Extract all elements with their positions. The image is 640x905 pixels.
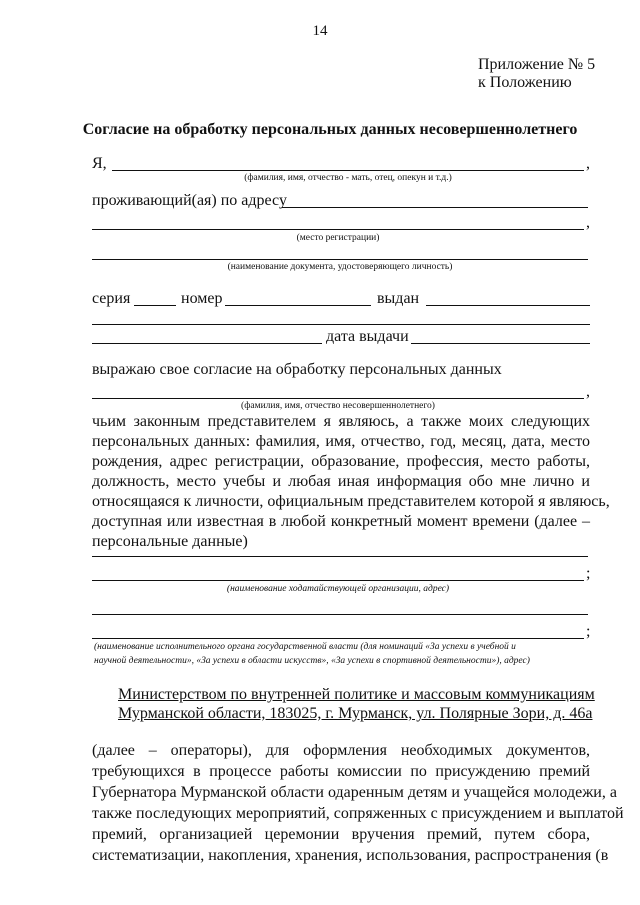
ministry-line: Мурманской области, 183025, г. Мурманск, ул. Полярные Зори, д. 46а [118, 705, 593, 722]
hint-org: (наименование ходатайствующей организации, адрес) [226, 584, 450, 594]
semicolon: ; [586, 565, 591, 582]
org-line-2[interactable] [92, 580, 584, 581]
body-line: относящаяся к личности, официальным представителем которой я являюсь, [92, 493, 610, 510]
consent-phrase: выражаю свое согласие на обработку персональных данных [92, 361, 502, 378]
issued-label: выдан [377, 290, 420, 307]
final-line: требующихся в процессе работы комиссии по присуждению премий [92, 763, 590, 780]
org-line-1[interactable] [92, 556, 588, 557]
number-label: номер [181, 290, 223, 307]
address-line-1[interactable] [282, 207, 588, 208]
body-line: персональных данных: фамилия, имя, отчество, год, месяц, дата, место [92, 433, 590, 450]
hint-registration: (место регистрации) [296, 233, 380, 243]
comma: , [586, 383, 590, 400]
final-line: Губернатора Мурманской области одаренным детям и учащейся молодежи, а [92, 784, 617, 801]
page-number: 14 [312, 23, 328, 39]
identity-doc-line[interactable] [92, 259, 588, 260]
body-line: доступная или известная в любой конкретный момент времени (далее – [92, 513, 590, 530]
series-line[interactable] [134, 305, 176, 306]
exec-body-line-2[interactable] [92, 638, 584, 639]
final-line: (далее – операторы), для оформления необходимых документов, [92, 742, 590, 759]
body-line: персональные данные) [92, 533, 248, 550]
fio-parent-line[interactable] [112, 170, 584, 171]
appendix-line-2: к Положению [478, 74, 572, 91]
fio-minor-line[interactable] [92, 398, 584, 399]
issued-line-3[interactable] [92, 343, 322, 344]
ministry-line: Министерством по внутренней политике и массовым коммуникациям [118, 686, 595, 703]
issued-line-2[interactable] [92, 324, 590, 325]
hint-fio-minor: (фамилия, имя, отчество несовершеннолетнего) [241, 401, 435, 411]
issue-date-label: дата выдачи [326, 328, 409, 345]
series-label: серия [92, 290, 131, 307]
body-line: должность, место учебы и любая иная информация обо мне лично и [92, 473, 590, 490]
hint-exec-body-2: научной деятельности», «За успехи в области искусств», «За успехи в спортивной деятельности»), адрес) [94, 656, 530, 666]
hint-fio-parent: (фамилия, имя, отчество - мать, отец, опекун и т.д.) [244, 173, 452, 183]
body-line: чьим законным представителем я являюсь, а также моих следующих [92, 413, 590, 430]
comma: , [586, 214, 590, 231]
issued-line[interactable] [426, 305, 590, 306]
ya-label: Я, [92, 155, 107, 172]
address-line-2[interactable] [92, 229, 584, 230]
final-line: премий, организацией церемонии вручения премий, путем сбора, [92, 826, 590, 843]
final-line: систематизации, накопления, хранения, использования, распространения (в [92, 847, 609, 864]
comma: , [586, 155, 590, 172]
issue-date-line[interactable] [411, 343, 590, 344]
body-line: рождения, адрес регистрации, образование, профессия, место работы, [92, 453, 590, 470]
exec-body-line-1[interactable] [92, 614, 588, 615]
final-line: также последующих мероприятий, сопряженных с присуждением и выплатой [92, 805, 624, 822]
appendix-line-1: Приложение № 5 [478, 56, 596, 73]
number-line[interactable] [225, 305, 371, 306]
residing-label: проживающий(ая) по адресу [92, 192, 287, 209]
hint-identity-doc: (наименование документа, удостоверяющего личность) [227, 262, 453, 272]
semicolon: ; [586, 623, 591, 640]
document-title: Согласие на обработку персональных данных несовершеннолетнего [82, 121, 578, 138]
hint-exec-body-1: (наименование исполнительного органа государственной власти (для номинаций «За успехи в учебной и [94, 642, 516, 652]
